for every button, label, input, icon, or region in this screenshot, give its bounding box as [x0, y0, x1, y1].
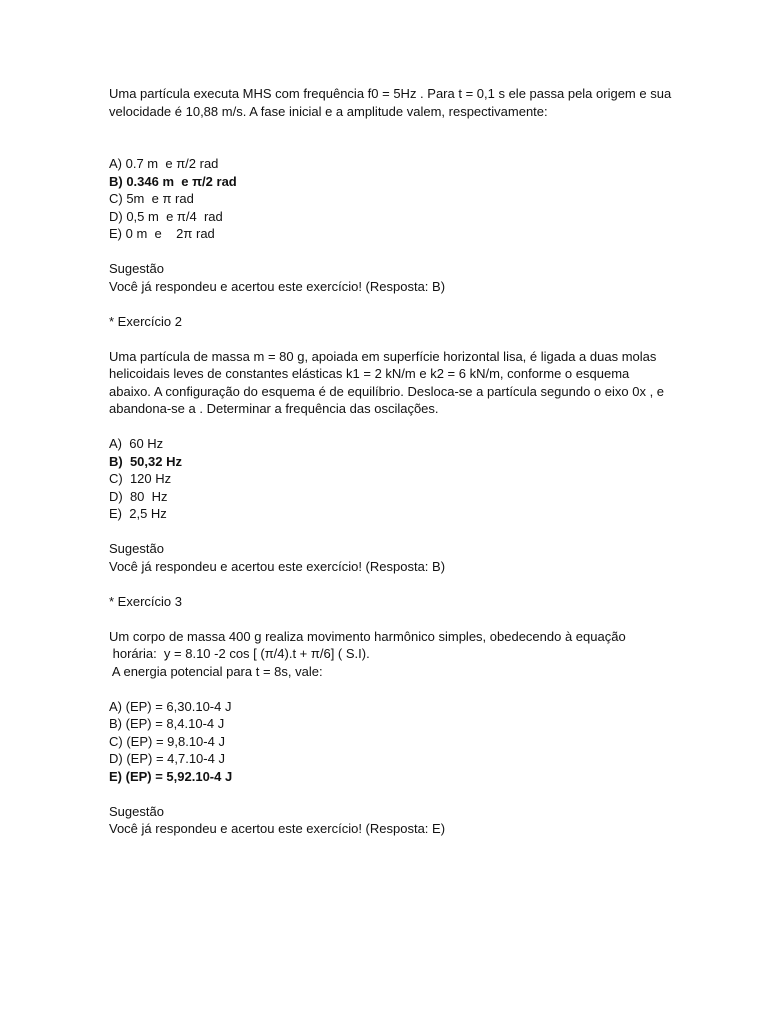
question-2-line-2: helicoidais leves de constantes elásticas k1 = 2 kN/m e k2 = 6 kN/m, conforme o esquema: [109, 366, 630, 381]
question-2-option-c: C) 120 Hz: [109, 471, 172, 486]
question-3-feedback: Você já respondeu e acertou este exercício! (Resposta: E): [109, 821, 446, 836]
question-3-line-2: horária: y = 8.10 -2 cos [ (π/4).t + π/6] ( S.I).: [109, 646, 370, 661]
question-1-feedback: Você já respondeu e acertou este exercício! (Resposta: B): [109, 278, 446, 294]
question-2-option-e: E) 2,5 Hz: [109, 506, 167, 521]
question-2-line-4: abandona-se a . Determinar a frequência das oscilações.: [109, 401, 439, 416]
question-2-option-a: A) 60 Hz: [109, 436, 164, 451]
question-3-line-1: Um corpo de massa 400 g realiza movimento harmônico simples, obedecendo à equação: [109, 628, 626, 644]
question-1-line-1: Uma partícula executa MHS com frequência f0 = 5Hz . Para t = 0,1 s ele passa pela origem e sua: [109, 86, 672, 101]
question-3-line-3: A energia potencial para t = 8s, vale:: [109, 663, 323, 679]
question-2-sugestao: Sugestão: [109, 541, 164, 556]
question-1-sugestao: Sugestão: [109, 261, 164, 276]
question-3-option-c: C) (EP) = 9,8.10-4 J: [109, 733, 225, 749]
question-3-option-b: B) (EP) = 8,4.10-4 J: [109, 716, 225, 731]
question-3-option-e: E) (EP) = 5,92.10-4 J: [109, 768, 233, 784]
question-3-option-d: D) (EP) = 4,7.10-4 J: [109, 751, 225, 766]
question-1-line-2: velocidade é 10,88 m/s. A fase inicial e a amplitude valem, respectivamente:: [109, 103, 548, 119]
question-2-line-3: abaixo. A configuração do esquema é de equilíbrio. Desloca-se a partícula segundo o eixo 0x , e: [109, 383, 665, 399]
question-1-option-a: A) 0.7 m e π/2 rad: [109, 156, 219, 171]
document-content: [109, 85, 672, 838]
question-2-option-d: D) 80 Hz: [109, 488, 168, 504]
question-2-option-b: B) 50,32 Hz: [109, 453, 182, 469]
exercise-2-heading: * Exercício 2: [109, 313, 182, 329]
question-1-option-b: B) 0.346 m e π/2 rad: [109, 173, 237, 189]
question-2-feedback: Você já respondeu e acertou este exercício! (Resposta: B): [109, 558, 446, 574]
exercise-3-heading: * Exercício 3: [109, 593, 182, 609]
question-3-option-a: A) (EP) = 6,30.10-4 J: [109, 698, 232, 714]
question-3-sugestao: Sugestão: [109, 803, 164, 819]
question-1-option-d: D) 0,5 m e π/4 rad: [109, 208, 223, 224]
question-1-option-e: E) 0 m e 2π rad: [109, 226, 215, 241]
question-2-line-1: Uma partícula de massa m = 80 g, apoiada em superfície horizontal lisa, é ligada a duas molas: [109, 348, 657, 364]
question-1-option-c: C) 5m e π rad: [109, 191, 194, 206]
